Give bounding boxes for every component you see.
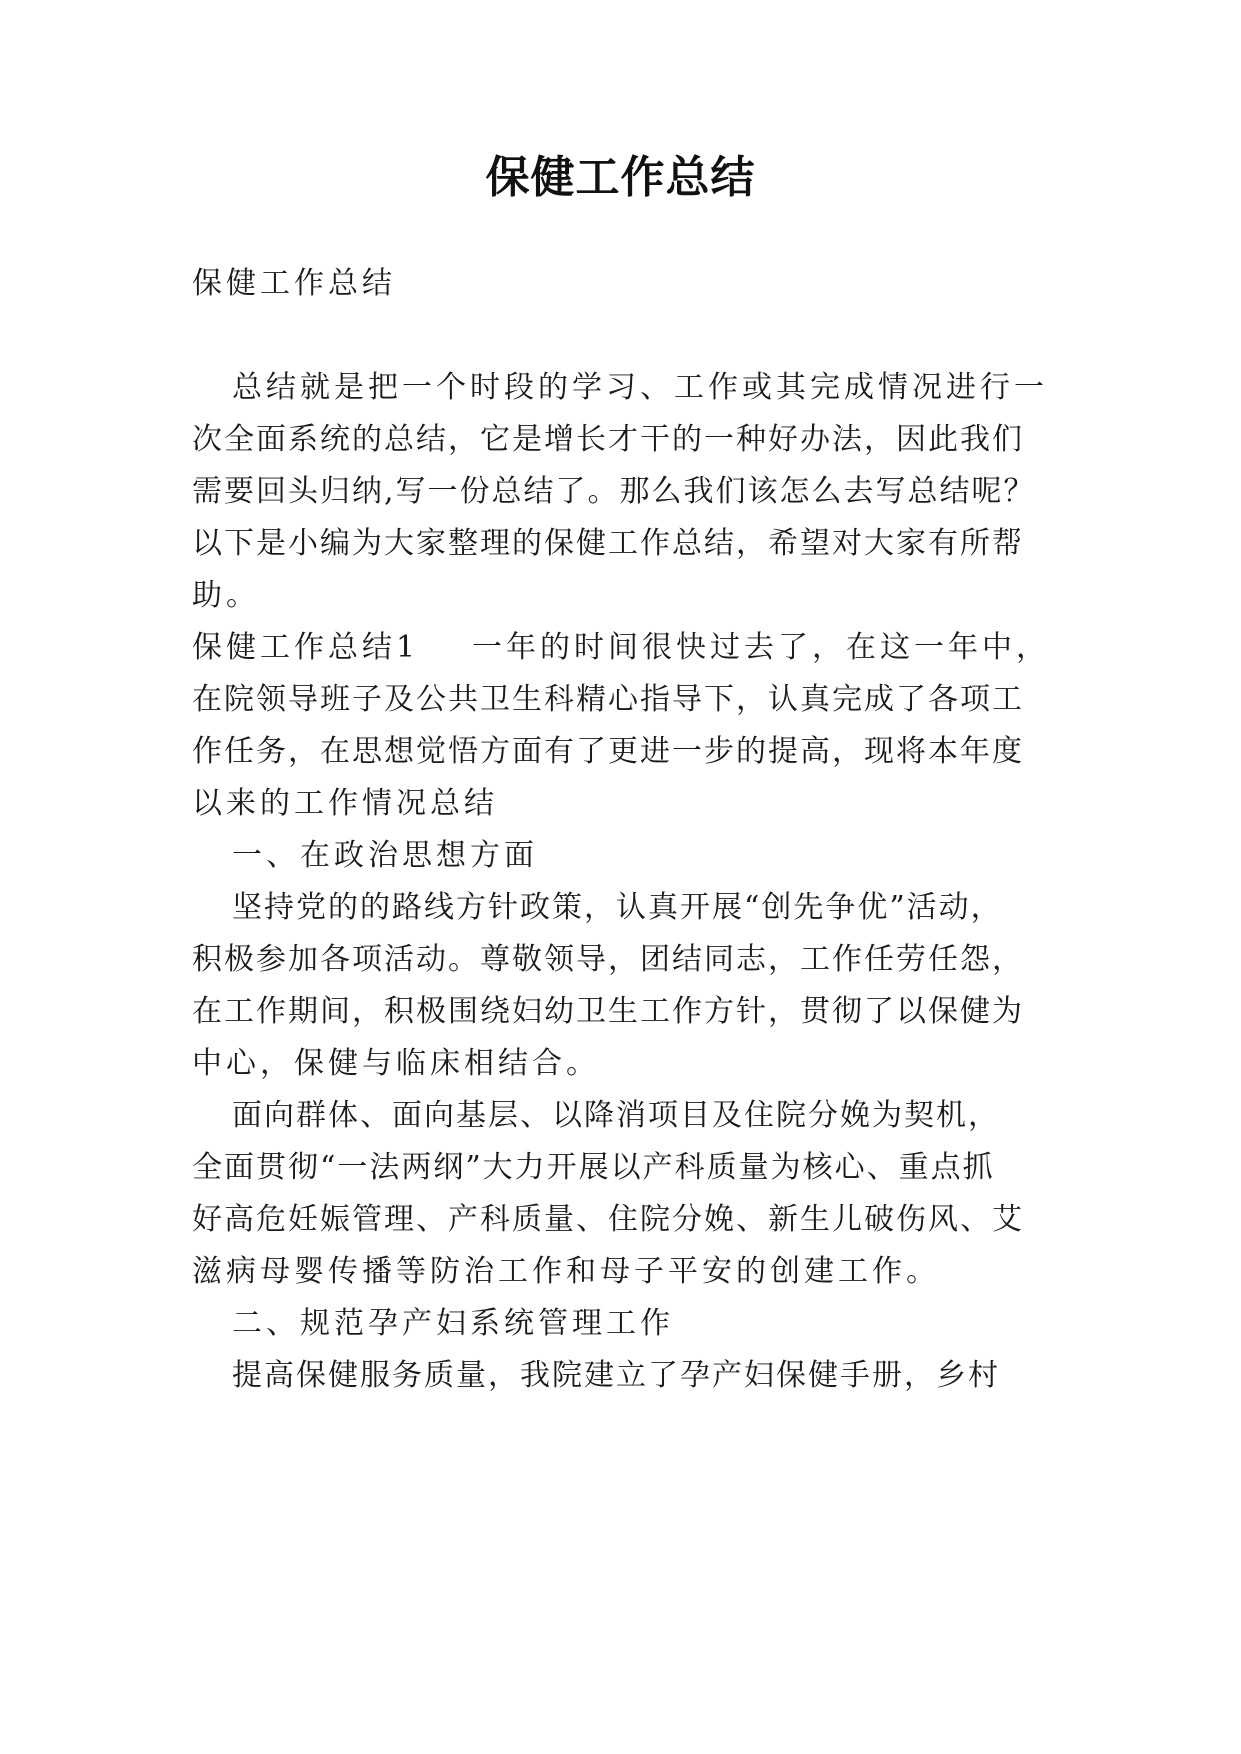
paragraph-line: 助。 <box>192 578 260 613</box>
paragraph-text: 一年的时间很快过去了，在这一年中， <box>472 630 1050 665</box>
paragraph-line: 总结就是把一个时段的学习、工作或其完成情况进行一 <box>232 370 1048 405</box>
paragraph-line: 好高危妊娠管理、产科质量、住院分娩、新生儿破伤风、艾 <box>192 1202 1024 1237</box>
paragraph-line: 作任务，在思想觉悟方面有了更进一步的提高，现将本年度 <box>192 734 1024 769</box>
paragraph-line: 在院领导班子及公共卫生科精心指导下，认真完成了各项工 <box>192 682 1024 717</box>
document-subtitle: 保健工作总结 <box>192 266 396 301</box>
paragraph-line: 滋病母婴传播等防治工作和母子平安的创建工作。 <box>192 1254 940 1289</box>
section-heading: 一、在政治思想方面 <box>232 838 538 873</box>
paragraph-line: 以来的工作情况总结 <box>192 786 498 821</box>
paragraph-line: 坚持党的的路线方针政策，认真开展“创先争优”活动， <box>232 890 1003 925</box>
paragraph-line: 中心，保健与临床相结合。 <box>192 1046 600 1081</box>
paragraph-line: 在工作期间，积极围绕妇幼卫生工作方针，贯彻了以保健为 <box>192 994 1024 1029</box>
paragraph-line: 积极参加各项活动。尊敬领导，团结同志，工作任劳任怨， <box>192 942 1024 977</box>
paragraph-line: 以下是小编为大家整理的保健工作总结，希望对大家有所帮 <box>192 526 1024 561</box>
paragraph-line: 全面贯彻“一法两纲”大力开展以产科质量为核心、重点抓 <box>192 1150 995 1185</box>
paragraph-line <box>192 626 1062 670</box>
paragraph-line: 次全面系统的总结，它是增长才干的一种好办法，因此我们 <box>192 422 1024 457</box>
paragraph-line: 面向群体、面向基层、以降消项目及住院分娩为契机， <box>232 1098 1000 1133</box>
section-heading: 保健工作总结1 <box>192 630 420 665</box>
section-heading: 二、规范孕产妇系统管理工作 <box>232 1306 674 1341</box>
paragraph-line: 需要回头归纳,写一份总结了。那么我们该怎么去写总结呢？ <box>192 474 1036 509</box>
paragraph-line: 提高保健服务质量，我院建立了孕产妇保健手册，乡村 <box>232 1358 1000 1393</box>
document-title: 保健工作总结 <box>485 152 756 203</box>
